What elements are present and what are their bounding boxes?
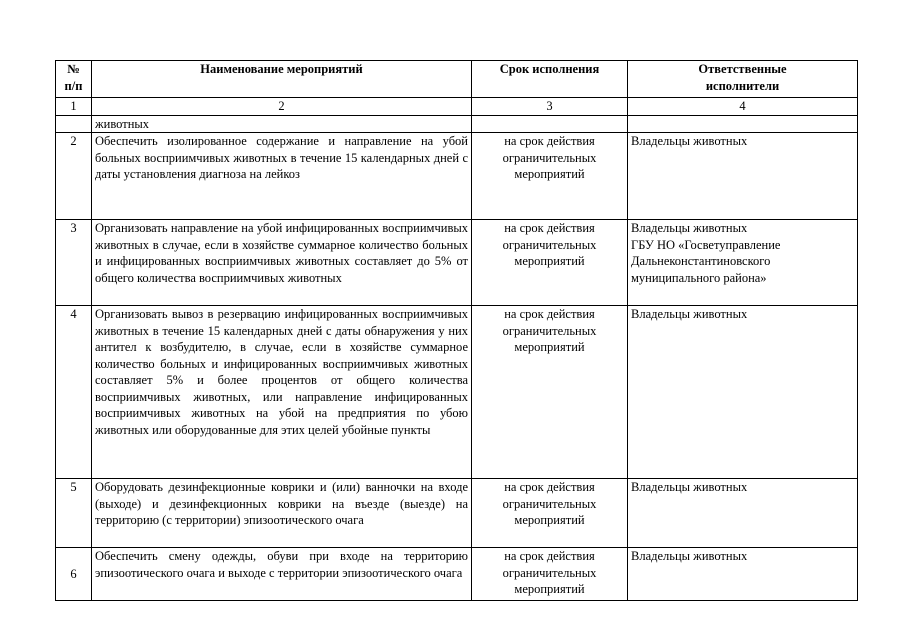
header-num-line2: п/п <box>64 78 83 93</box>
measure-name: Обеспечить изолированное содержание и направление на убой больных восприимчивых животных в течение 15 календарных дней с даты установления диагноза на лейкоз <box>92 133 472 220</box>
empty-cell <box>628 115 858 133</box>
header-responsible <box>628 61 858 98</box>
measure-term: на срок действия ограничительных мероприятий <box>472 220 628 306</box>
table-row <box>56 133 858 220</box>
table-row <box>56 220 858 306</box>
table-row <box>56 479 858 548</box>
measure-name: Обеспечить смену одежды, обуви при входе на территорию эпизоотического очага и выходе с территории эпизоотического очага <box>92 548 472 601</box>
header-row <box>56 61 858 98</box>
continuation-text: животных <box>92 115 472 133</box>
continuation-row <box>56 115 858 133</box>
measure-name: Оборудовать дезинфекционные коврики и (или) ванночки на входе (выходе) и дезинфекционных коврики на въезде (выезде) на территорию (с территории) эпизоотического очага <box>92 479 472 548</box>
measure-responsible <box>628 306 858 479</box>
measures-table <box>55 60 858 601</box>
measure-responsible <box>628 220 858 306</box>
header-num <box>56 61 92 98</box>
index-cell: 2 <box>92 98 472 116</box>
header-num-line1: № <box>67 62 80 76</box>
measure-name: Организовать вывоз в резервацию инфицированных восприимчивых животных в течение 15 календарных дней с даты обнаружения у них антител к возбудителю, в случае, если в хозяйстве суммарное количество больных и инфицированных восприимчивых животных составляет 5% и более процентов от общего количества восприимчивых животных, или направление инфицированных восприимчивых животных на убой на предприятия по убою животных или оборудованные для этих целей убойные пункты <box>92 306 472 479</box>
responsible-line: Владельцы животных <box>631 307 748 321</box>
measure-term: на срок действия ограничительных мероприятий <box>472 133 628 220</box>
table-row <box>56 306 858 479</box>
row-number: 2 <box>56 133 92 220</box>
responsible-line: Владельцы животных <box>631 221 748 235</box>
measure-responsible <box>628 548 858 601</box>
responsible-line: Владельцы животных <box>631 480 748 494</box>
measure-term: на срок действия ограничительных мероприятий <box>472 548 628 601</box>
measure-responsible <box>628 133 858 220</box>
measure-responsible <box>628 479 858 548</box>
row-number: 5 <box>56 479 92 548</box>
header-term: Срок исполнения <box>472 61 628 98</box>
measure-term: на срок действия ограничительных мероприятий <box>472 306 628 479</box>
measure-name: Организовать направление на убой инфицированных восприимчивых животных в случае, если в хозяйстве суммарное количество больных и инфицированных восприимчивых животных составляет до 5% от общего количества восприимчивых животных <box>92 220 472 306</box>
responsible-line: Владельцы животных <box>631 134 748 148</box>
row-number: 3 <box>56 220 92 306</box>
row-number: 4 <box>56 306 92 479</box>
responsible-line: Владельцы животных <box>631 549 748 563</box>
empty-cell <box>472 115 628 133</box>
table-row <box>56 548 858 601</box>
header-name: Наименование мероприятий <box>92 61 472 98</box>
index-row <box>56 98 858 116</box>
empty-cell <box>56 115 92 133</box>
index-cell: 1 <box>56 98 92 116</box>
measure-term: на срок действия ограничительных мероприятий <box>472 479 628 548</box>
index-cell: 3 <box>472 98 628 116</box>
row-number: 6 <box>56 548 92 601</box>
header-resp-line1: Ответственные <box>698 62 787 76</box>
responsible-line: ГБУ НО «Госветуправление Дальнеконстантиновского муниципального района» <box>631 237 781 285</box>
header-resp-line2: исполнители <box>705 78 780 93</box>
index-cell: 4 <box>628 98 858 116</box>
